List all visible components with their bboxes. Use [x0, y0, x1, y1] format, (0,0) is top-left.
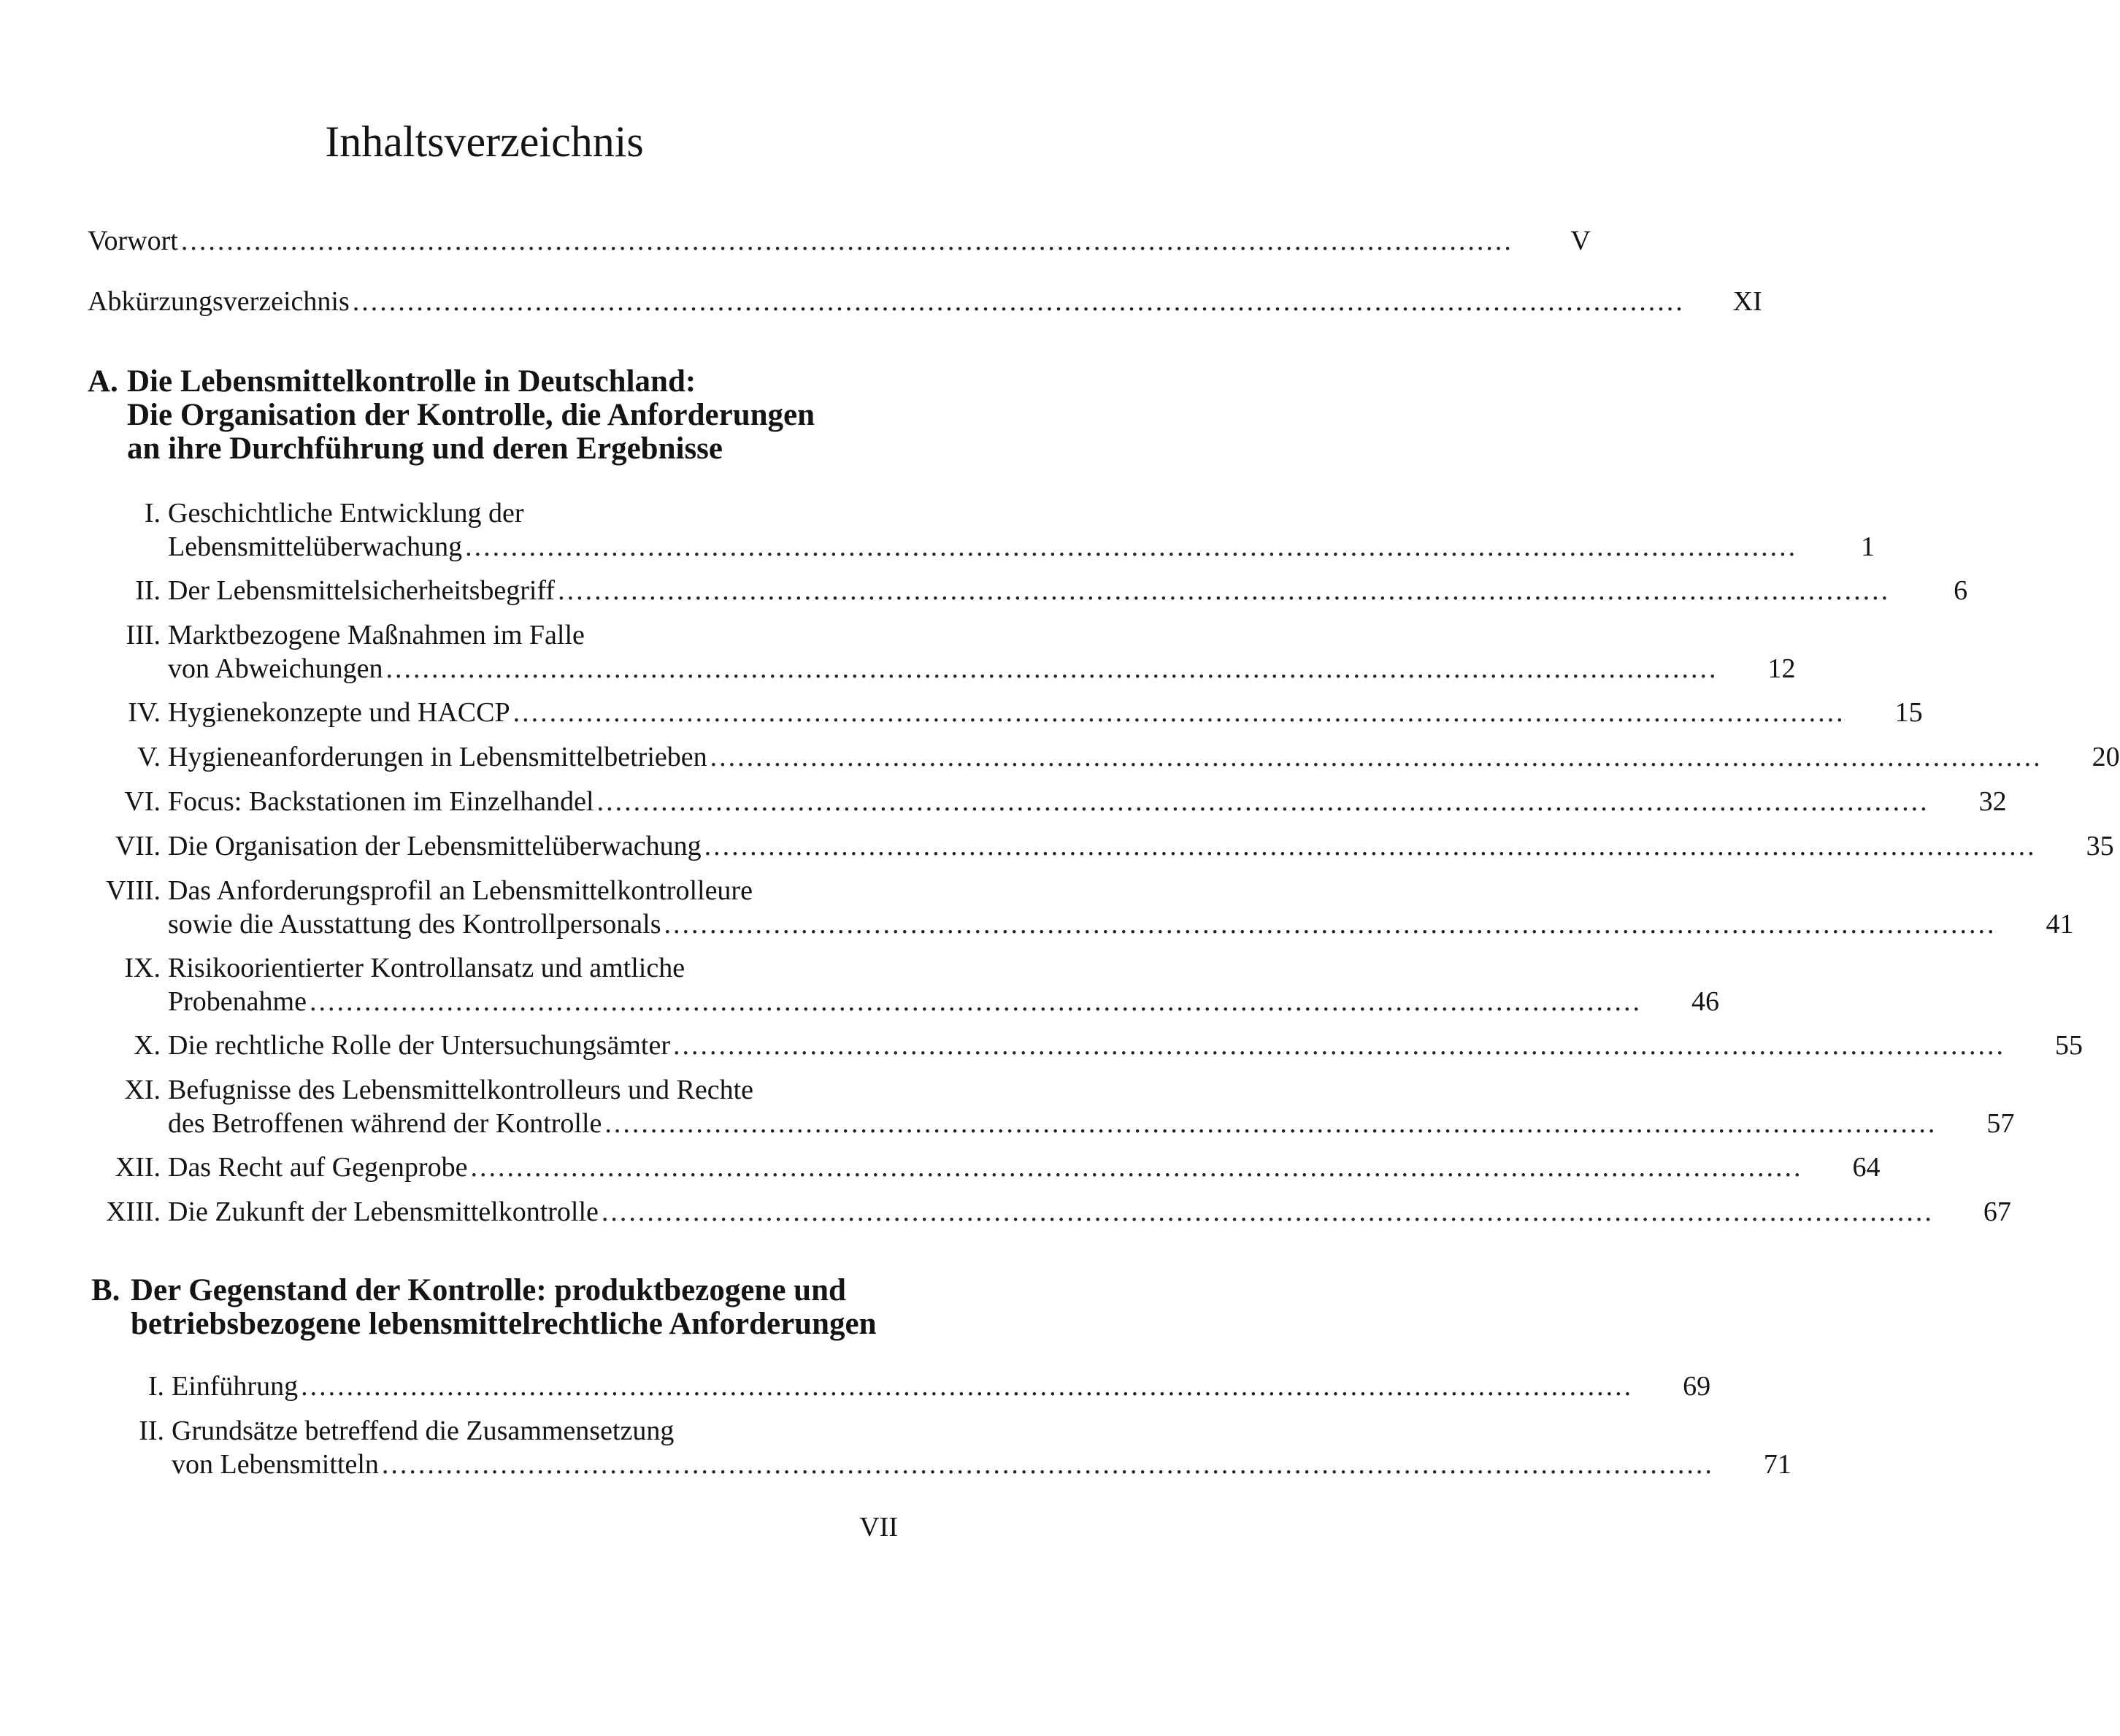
entry-title-line: des Betroffenen während der Kontrolle	[168, 1108, 602, 1139]
leader-dots: ..................................................................................................................................................	[512, 697, 1846, 728]
leader-dots: ..................................................................................................................................................	[601, 1197, 1934, 1227]
toc-entry	[102, 574, 1968, 607]
toc-entry	[102, 1029, 2083, 1062]
entry-number: II.	[135, 575, 161, 606]
toc-entry	[102, 496, 1875, 564]
leader-dots: ..................................................................................................................................................	[465, 531, 1798, 562]
entry-title: Vorwort	[88, 226, 178, 256]
page-number: 35	[2086, 831, 2114, 861]
leader-dots: ..................................................................................................................................................	[710, 742, 2043, 772]
toc-entry-abkuerzungen	[88, 285, 1762, 318]
leader-dots: ..................................................................................................................................................	[385, 653, 1718, 684]
page-title: Inhaltsverzeichnis	[325, 118, 644, 166]
toc-entry	[102, 951, 1719, 1018]
leader-dots: ..................................................................................................................................................	[381, 1449, 1714, 1480]
entry-title-line: von Abweichungen	[168, 653, 383, 684]
toc-entry	[102, 740, 2120, 774]
entry-title-line: Marktbezogene Maßnahmen im Falle	[168, 620, 585, 650]
entry-number: X.	[134, 1030, 161, 1061]
page-number: 64	[1852, 1152, 1881, 1183]
entry-title-line: von Lebensmitteln	[172, 1449, 379, 1480]
section-letter: B.	[91, 1273, 120, 1307]
entry-title-line: Das Recht auf Gegenprobe	[168, 1152, 468, 1183]
entry-number: I.	[144, 498, 161, 529]
entry-number: XI.	[124, 1075, 161, 1105]
entry-number: I.	[147, 1371, 164, 1402]
page-number: 55	[2054, 1030, 2083, 1061]
entry-title-line: Lebensmittelüberwachung	[168, 531, 463, 562]
section-letter: A.	[88, 364, 118, 399]
page-number: 32	[1978, 786, 2007, 817]
page-number: 71	[1763, 1449, 1791, 1480]
entry-title-line: Hygienekonzepte und HACCP	[168, 697, 510, 728]
entry-title-line: Probenahme	[168, 986, 307, 1017]
entry-title-line: Die Zukunft der Lebensmittelkontrolle	[168, 1197, 599, 1227]
entry-title: Abkürzungsverzeichnis	[88, 286, 350, 317]
toc-entry	[102, 618, 1796, 685]
entry-title-line: Risikoorientierter Kontrollansatz und amtliche	[168, 953, 685, 983]
entry-number: IV.	[128, 697, 161, 728]
toc-entry	[102, 785, 2007, 818]
page-number: 67	[1983, 1197, 2011, 1227]
section-heading-b	[91, 1274, 876, 1341]
leader-dots: ..................................................................................................................................................	[672, 1030, 2005, 1061]
section-heading-line: Die Lebensmittelkontrolle in Deutschland:	[127, 364, 696, 399]
toc-entry	[106, 1370, 1711, 1403]
entry-title-line: Die Organisation der Lebensmittelüberwachung	[168, 831, 702, 861]
entry-title-line: Einführung	[172, 1371, 299, 1402]
toc-entry	[102, 1195, 2011, 1229]
entry-title-line: Der Lebensmittelsicherheitsbegriff	[168, 575, 556, 606]
leader-dots: ..................................................................................................................................................	[301, 1371, 1634, 1402]
page-number: 69	[1683, 1371, 1711, 1402]
section-heading-line: an ihre Durchführung und deren Ergebnisse	[127, 431, 723, 466]
leader-dots: ..................................................................................................................................................	[309, 986, 1642, 1017]
toc-entry	[106, 1414, 1791, 1481]
leader-dots: ..................................................................................................................................................	[664, 909, 1997, 940]
section-heading-line: Die Organisation der Kontrolle, die Anforderungen	[127, 398, 815, 432]
leader-dots: ..................................................................................................................................................	[604, 1108, 1937, 1139]
leader-dots: ..................................................................................................................................................	[470, 1152, 1803, 1183]
entry-title-line: sowie die Ausstattung des Kontrollpersonals	[168, 909, 661, 940]
entry-number: III.	[126, 620, 161, 650]
toc-entry	[102, 696, 1923, 729]
toc-entry	[102, 1073, 2015, 1140]
leader-dots: ..................................................................................................................................................	[596, 786, 1929, 817]
entry-number: VII.	[115, 831, 161, 861]
entry-title-line: Befugnisse des Lebensmittelkontrolleurs und Rechte	[168, 1075, 754, 1105]
entry-title-line: Grundsätze betreffend die Zusammensetzung	[172, 1416, 675, 1446]
entry-number: II.	[139, 1416, 164, 1446]
page-number: 46	[1691, 986, 1719, 1017]
toc-entry-vorwort	[88, 224, 1591, 258]
entry-number: VI.	[124, 786, 161, 817]
toc-entry	[102, 1151, 1881, 1184]
entry-title-line: Die rechtliche Rolle der Untersuchungsämter	[168, 1030, 670, 1061]
page-number: 57	[1986, 1108, 2015, 1139]
entry-number: XII.	[115, 1152, 161, 1183]
page-number: 15	[1894, 697, 1923, 728]
section-heading-line: betriebsbezogene lebensmittelrechtliche Anforderungen	[131, 1307, 877, 1341]
page-number: 41	[2046, 909, 2074, 940]
page-number: 12	[1767, 653, 1796, 684]
entry-number: V.	[137, 742, 161, 772]
toc-entry	[102, 874, 2074, 941]
page-number: 1	[1861, 531, 1875, 562]
section-heading-line: Der Gegenstand der Kontrolle: produktbezogene und	[131, 1273, 846, 1307]
leader-dots: ..................................................................................................................................................	[558, 575, 1891, 606]
leader-dots: ..................................................................................................................................................	[352, 286, 1685, 317]
entry-title-line: Das Anforderungsprofil an Lebensmittelkontrolleure	[168, 875, 753, 906]
entry-title-line: Hygieneanforderungen in Lebensmittelbetrieben	[168, 742, 707, 772]
entry-number: XIII.	[106, 1197, 161, 1227]
page-number: 6	[1954, 575, 1968, 606]
toc-entry	[102, 829, 2114, 863]
leader-dots: ..................................................................................................................................................	[180, 226, 1513, 256]
page-number: 20	[2092, 742, 2120, 772]
entry-title-line: Focus: Backstationen im Einzelhandel	[168, 786, 594, 817]
section-heading-a	[88, 365, 815, 466]
page-number: V	[1570, 226, 1591, 256]
page-folio: VII	[859, 1512, 898, 1543]
entry-number: IX.	[124, 953, 161, 983]
leader-dots: ..................................................................................................................................................	[704, 831, 2037, 861]
entry-title-line: Geschichtliche Entwicklung der	[168, 498, 524, 529]
entry-number: VIII.	[106, 875, 161, 906]
page-number: XI	[1732, 286, 1762, 317]
